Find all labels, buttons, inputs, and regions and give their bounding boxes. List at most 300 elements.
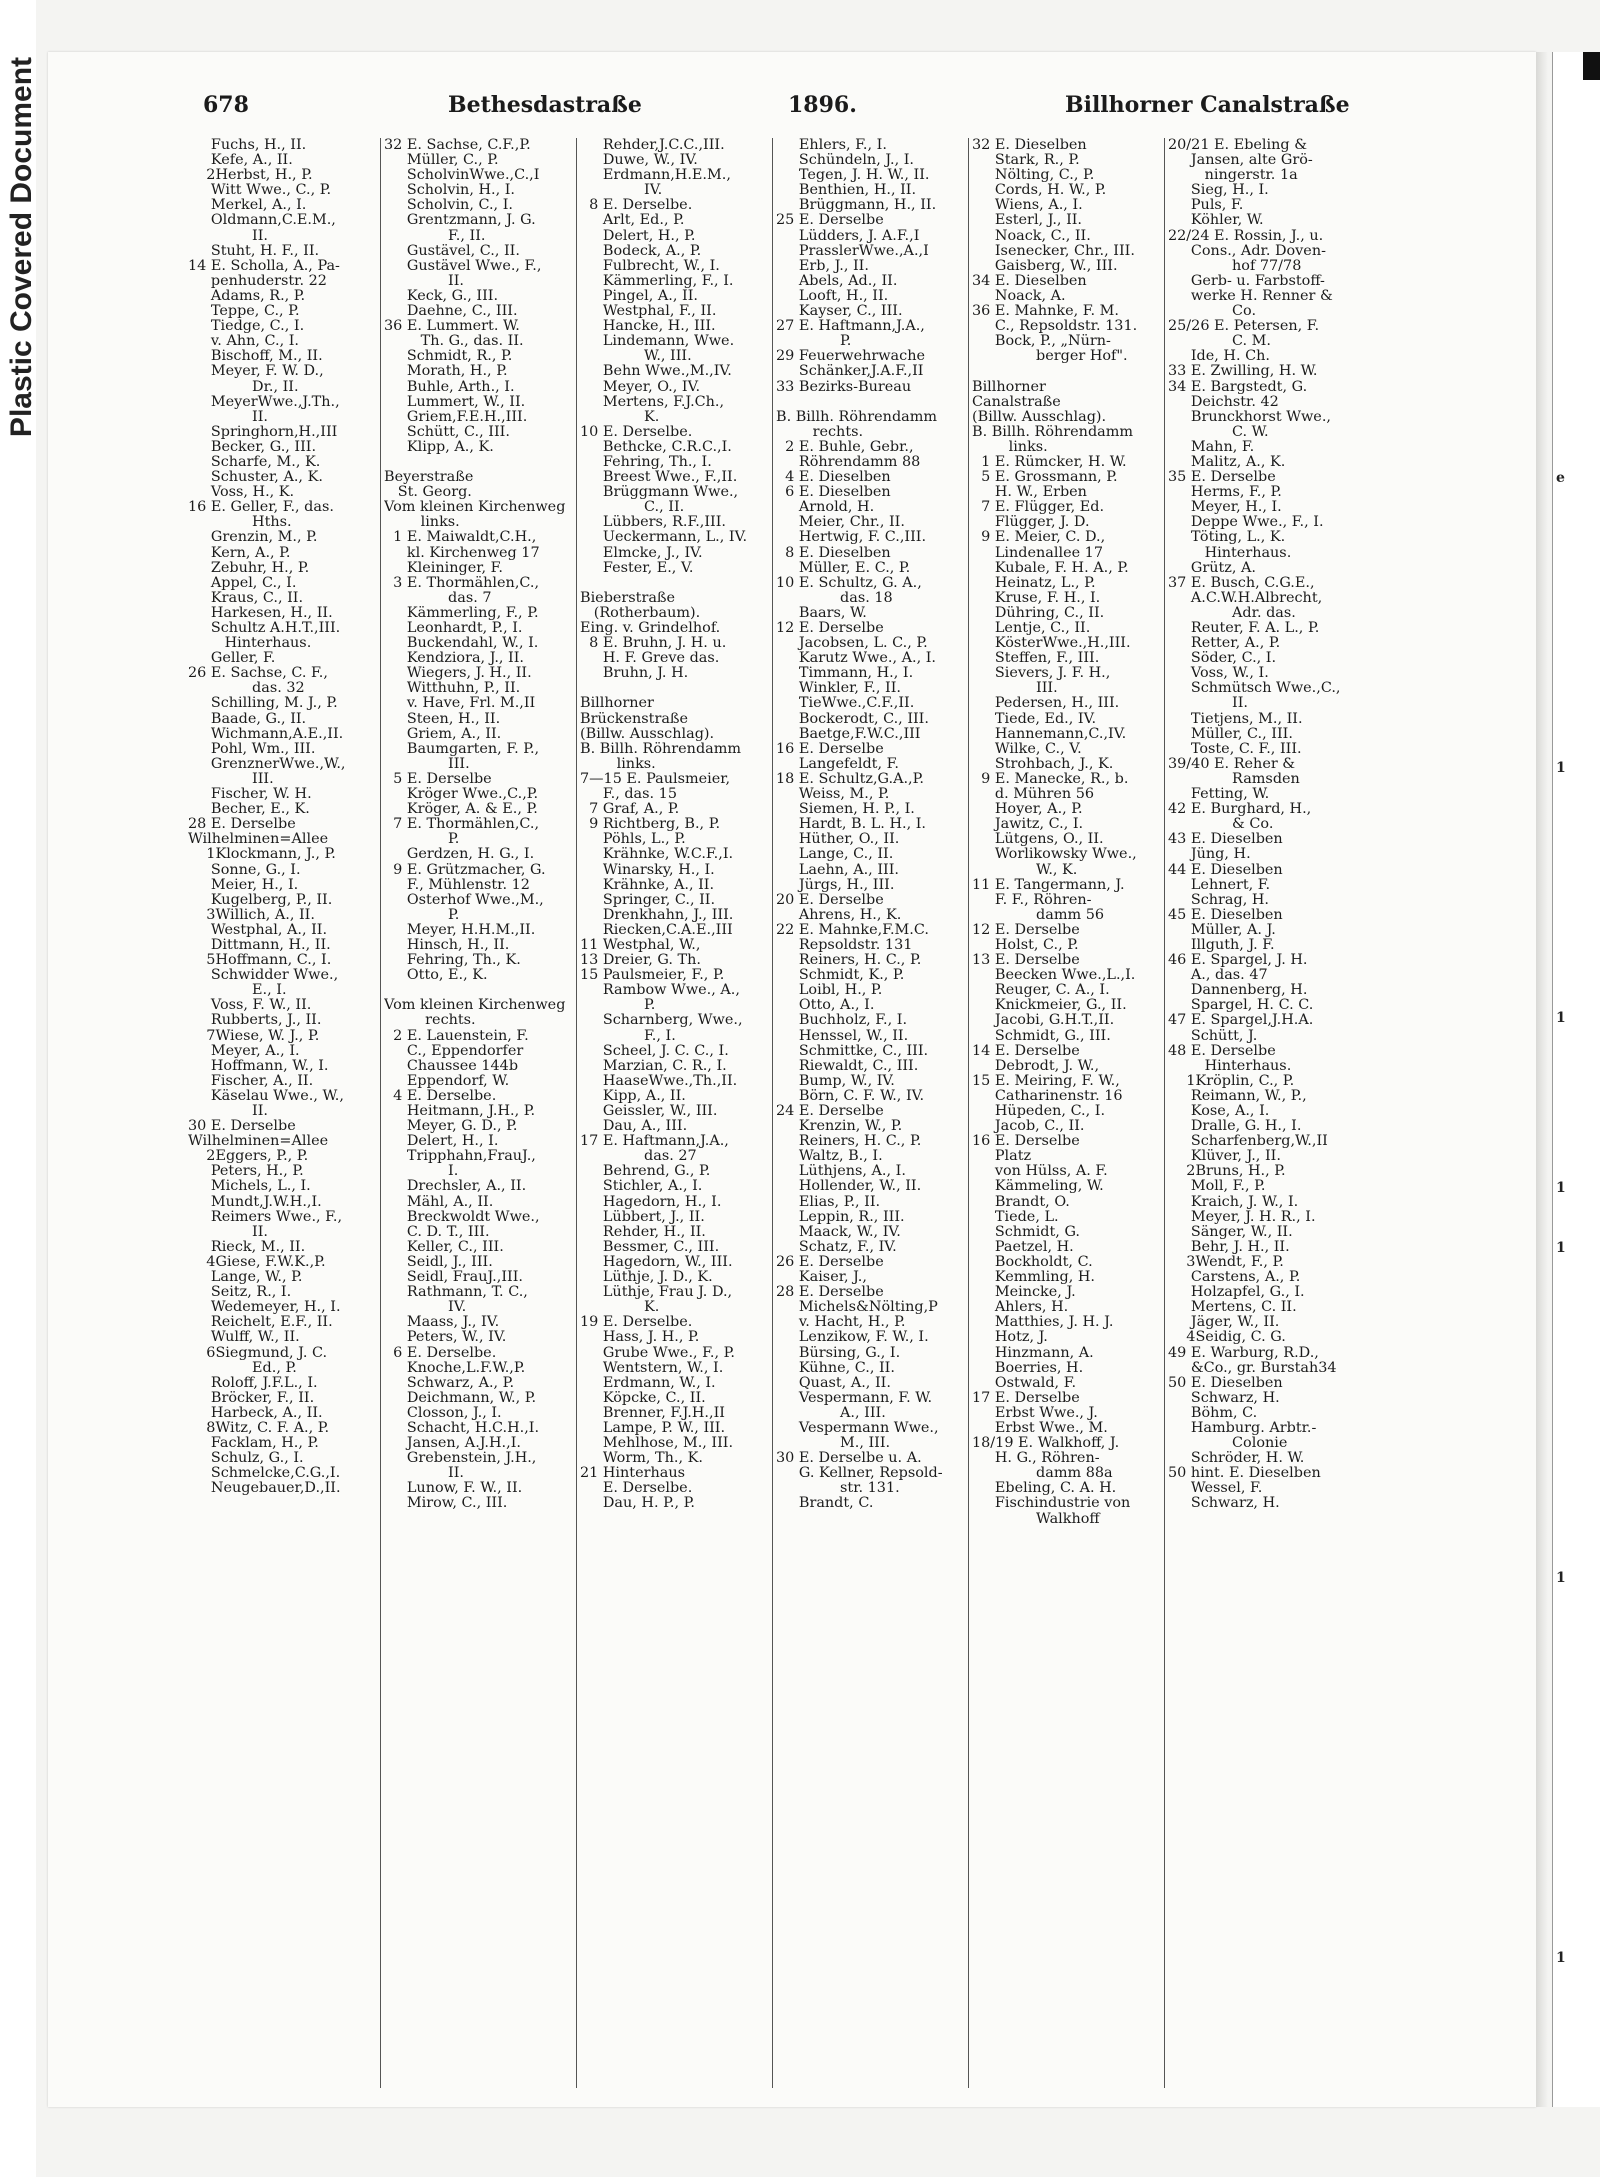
adjacent-page-mark: e bbox=[1556, 470, 1565, 486]
directory-entry: Peters, W., IV. bbox=[384, 1329, 507, 1346]
directory-entry: Tripphahn,FrauJ., bbox=[384, 1148, 536, 1165]
directory-entry: Wessel, F. bbox=[1168, 1480, 1263, 1497]
directory-entry: Schmelcke,C.G.,I. bbox=[188, 1465, 341, 1482]
directory-entry: berger Hof". bbox=[972, 348, 1128, 365]
directory-entry: str. 131. bbox=[776, 1480, 900, 1497]
column-1 bbox=[188, 138, 376, 2088]
directory-entry: Geissler, W., III. bbox=[580, 1103, 718, 1119]
directory-entry: Wilhelminen=Allee bbox=[188, 1133, 329, 1150]
directory-entry: Karutz Wwe., A., I. bbox=[776, 650, 937, 667]
directory-entry: 6 E. Dieselben bbox=[776, 484, 891, 501]
directory-entry: Bump, W., IV. bbox=[776, 1072, 895, 1089]
directory-entry: Moll, F., P. bbox=[1168, 1178, 1266, 1195]
directory-entry: Buhle, Arth., I. bbox=[384, 378, 515, 395]
directory-entry: Canalstraße bbox=[972, 393, 1061, 410]
directory-entry: Fischindustrie von bbox=[972, 1495, 1131, 1512]
directory-entry: Behr, J. H., II. bbox=[1168, 1238, 1290, 1255]
directory-entry: Mahn, F. bbox=[1168, 438, 1255, 455]
directory-entry: Wilhelminen=Allee bbox=[188, 831, 329, 848]
directory-entry: Klüver, J., II. bbox=[1168, 1148, 1281, 1165]
directory-entry: H. F. Greve das. bbox=[580, 650, 720, 667]
directory-entry: 27 E. Haftmann,J.A., bbox=[776, 318, 925, 335]
directory-entry: Timmann, H., I. bbox=[776, 665, 914, 682]
directory-entry: Ahrens, H., K. bbox=[776, 906, 902, 923]
directory-entry: Lenzikow, F. W., I. bbox=[776, 1329, 929, 1346]
column-3 bbox=[580, 138, 768, 2088]
directory-entry: Seidl, J., III. bbox=[384, 1253, 493, 1270]
directory-entry: Harkesen, H., II. bbox=[188, 604, 333, 621]
directory-entry: Scholvin, H., I. bbox=[384, 182, 516, 199]
directory-entry: 16 E. Derselbe bbox=[776, 740, 884, 757]
directory-entry: Winarsky, H., I. bbox=[580, 861, 715, 878]
directory-entry: Ramsden bbox=[1168, 770, 1300, 787]
directory-entry: W., K. bbox=[972, 861, 1078, 878]
directory-entry: 43 E. Dieselben bbox=[1168, 831, 1283, 848]
directory-entry: TieWwe.,C.F.,II. bbox=[776, 695, 915, 712]
directory-entry: 2Herbst, H., P. bbox=[188, 167, 313, 184]
directory-entry: Dannenberg, H. bbox=[1168, 982, 1308, 999]
directory-entry: Töting, L., K. bbox=[1168, 529, 1286, 546]
directory-entry: Jäger, W., II. bbox=[1168, 1314, 1280, 1331]
directory-entry: Hancke, H., III. bbox=[580, 318, 716, 335]
directory-entry: 30 E. Derselbe u. A. bbox=[776, 1450, 922, 1467]
directory-entry: Mertens, F.J.Ch., bbox=[580, 393, 725, 410]
directory-entry: Mundt,J.W.H.,I. bbox=[188, 1193, 322, 1210]
directory-entry: Erdmann,H.E.M., bbox=[580, 167, 731, 184]
directory-entry: Rehder,J.C.C.,III. bbox=[580, 138, 725, 153]
directory-entry: Worm, Th., K. bbox=[580, 1450, 703, 1467]
directory-entry: Neugebauer,D.,II. bbox=[188, 1480, 341, 1497]
directory-entry: Baetge,F.W.C.,III bbox=[776, 725, 921, 742]
directory-entry: 12 E. Derselbe bbox=[776, 620, 884, 636]
directory-entry: Scharfenberg,W.,II bbox=[1168, 1133, 1328, 1150]
directory-entry: Worlikowsky Wwe., bbox=[972, 846, 1137, 863]
directory-entry: Scholvin, C., I. bbox=[384, 197, 513, 214]
directory-entry: damm 56 bbox=[972, 906, 1105, 923]
directory-entry: 7 E. Thormählen,C., bbox=[384, 816, 540, 833]
directory-entry: Hass, J. H., P. bbox=[580, 1329, 700, 1346]
directory-entry: Springhorn,H.,III bbox=[188, 423, 338, 440]
directory-entry: Brunckhorst Wwe., bbox=[1168, 408, 1331, 425]
directory-entry: Kendziora, J., II. bbox=[384, 650, 525, 667]
directory-entry: Bethcke, C.R.C.,I. bbox=[580, 438, 732, 455]
directory-entry: Zebuhr, H., P. bbox=[188, 559, 310, 576]
directory-entry: Elias, P., II. bbox=[776, 1193, 881, 1210]
directory-entry: Gerb- u. Farbstoff- bbox=[1168, 272, 1325, 289]
directory-entry: Hotz, J. bbox=[972, 1329, 1048, 1346]
directory-entry: 15 E. Meiring, F. W., bbox=[972, 1072, 1120, 1089]
directory-entry: Grütz, A. bbox=[1168, 559, 1256, 576]
directory-entry: Morath, H., P. bbox=[384, 363, 508, 380]
directory-entry: A., das. 47 bbox=[1168, 967, 1268, 984]
directory-entry: Ahlers, H. bbox=[972, 1299, 1069, 1316]
directory-entry: Seitz, R., I. bbox=[188, 1284, 292, 1301]
column-6 bbox=[1168, 138, 1356, 2088]
directory-entry bbox=[384, 455, 572, 470]
directory-entry: Osterhof Wwe.,M., bbox=[384, 891, 544, 908]
directory-entry: Jacobsen, L. C., P. bbox=[776, 635, 928, 652]
directory-entry: 20 E. Derselbe bbox=[776, 891, 884, 908]
directory-entry bbox=[580, 681, 768, 696]
directory-entry: Erbst Wwe., J. bbox=[972, 1404, 1098, 1421]
directory-entry: Scharfe, M., K. bbox=[188, 453, 321, 470]
directory-entry: Weiss, M., P. bbox=[776, 786, 890, 803]
directory-entry: Facklam, H., P. bbox=[188, 1435, 319, 1452]
directory-entry: 26 E. Derselbe bbox=[776, 1253, 884, 1270]
directory-entry: 50 hint. E. Dieselben bbox=[1168, 1465, 1321, 1482]
directory-entry: 16 E. Derselbe bbox=[972, 1133, 1080, 1150]
directory-entry: Käselau Wwe., W., bbox=[188, 1087, 344, 1104]
directory-entry: Daehne, C., III. bbox=[384, 303, 518, 320]
directory-entry: IV. bbox=[580, 182, 663, 199]
directory-entry: Eppendorf, W. bbox=[384, 1072, 510, 1089]
directory-entry: Lunow, F. W., II. bbox=[384, 1480, 523, 1497]
directory-entry: Schultz A.H.T.,III. bbox=[188, 620, 341, 636]
directory-entry: Brückenstraße bbox=[580, 710, 689, 727]
directory-entry: Nölting, C., P. bbox=[972, 167, 1095, 184]
directory-entry: Kern, A., P. bbox=[188, 544, 291, 561]
directory-entry: Scharnberg, Wwe., bbox=[580, 1012, 743, 1029]
directory-entry: Strohbach, J., K. bbox=[972, 755, 1114, 772]
directory-entry: Tiede, Ed., IV. bbox=[972, 710, 1097, 727]
directory-entry: Reuter, F. A. L., P. bbox=[1168, 620, 1320, 636]
directory-entry: Stuht, H. F., II. bbox=[188, 242, 320, 259]
column-divider bbox=[772, 138, 773, 2088]
adjacent-page-mark: 1 bbox=[1556, 1240, 1566, 1256]
directory-entry: ningerstr. 1a bbox=[1168, 167, 1298, 184]
directory-entry: Toste, C. F., III. bbox=[1168, 740, 1302, 757]
directory-entry: Klipp, A., K. bbox=[384, 438, 494, 455]
directory-entry: Vespermann, F. W. bbox=[776, 1389, 933, 1406]
directory-entry: Schänker,J.A.F.,II bbox=[776, 363, 924, 380]
directory-entry: 13 Dreier, G. Th. bbox=[580, 952, 701, 969]
adjacent-page-mark: 1 bbox=[1556, 1180, 1566, 1196]
directory-entry: C., Eppendorfer bbox=[384, 1042, 524, 1059]
directory-entry: Schündeln, J., I. bbox=[776, 152, 914, 169]
directory-entry: 10 E. Derselbe. bbox=[580, 423, 693, 440]
directory-entry: Hinterhaus. bbox=[188, 635, 312, 652]
directory-entry: rechts. bbox=[384, 1012, 476, 1029]
directory-entry: Dittmann, H., II. bbox=[188, 936, 331, 953]
directory-entry: Meincke, J. bbox=[972, 1284, 1076, 1301]
directory-entry: A., III. bbox=[776, 1404, 886, 1421]
directory-entry: Illguth, J. F. bbox=[1168, 936, 1275, 953]
directory-entry: Erdmann, W., I. bbox=[580, 1374, 716, 1391]
directory-entry: Lütgens, O., II. bbox=[972, 831, 1104, 848]
directory-entry: Holst, C., P. bbox=[972, 936, 1079, 953]
directory-entry: Lüthjens, A., I. bbox=[776, 1163, 906, 1180]
directory-entry: 7 Graf, A., P. bbox=[580, 801, 680, 818]
directory-entry: Henssel, W., II. bbox=[776, 1027, 909, 1044]
directory-entry: Lübbert, J., II. bbox=[580, 1208, 705, 1225]
directory-entry: Rubberts, J., II. bbox=[188, 1012, 322, 1029]
directory-entry: Schacht, H.C.H.,I. bbox=[384, 1419, 540, 1436]
directory-entry: links. bbox=[972, 438, 1048, 455]
directory-entry: Delert, H., I. bbox=[384, 1133, 499, 1150]
directory-entry: Kefe, A., II. bbox=[188, 152, 293, 169]
scan-edge-marker bbox=[1583, 52, 1600, 80]
directory-entry: Hinterhaus. bbox=[1168, 544, 1292, 561]
directory-entry: 1Klockmann, J., P. bbox=[188, 846, 336, 863]
directory-entry: Maack, W., IV. bbox=[776, 1223, 901, 1240]
directory-entry: 33 E. Zwilling, H. W. bbox=[1168, 363, 1318, 380]
directory-entry: Brüggmann Wwe., bbox=[580, 484, 739, 501]
directory-entry: Hamburg. Arbtr.- bbox=[1168, 1419, 1317, 1436]
scan-margin-left bbox=[0, 0, 36, 2177]
directory-entry: Pöhls, L., P. bbox=[580, 831, 686, 848]
directory-entry: Debrodt, J. W., bbox=[972, 1057, 1100, 1074]
directory-entry: links. bbox=[580, 755, 656, 772]
directory-entry: Fulbrecht, W., I. bbox=[580, 257, 720, 274]
directory-entry: 11 E. Tangermann, J. bbox=[972, 876, 1125, 893]
directory-entry bbox=[580, 576, 768, 591]
directory-entry: 9 Richtberg, B., P. bbox=[580, 816, 721, 833]
directory-entry: Sonne, G., I. bbox=[188, 861, 301, 878]
directory-entry: Paetzel, H. bbox=[972, 1238, 1074, 1255]
directory-entry: Hertwig, F. C.,III. bbox=[776, 529, 927, 546]
directory-entry: Lange, W., P. bbox=[188, 1269, 303, 1286]
directory-entry: Benthien, H., II. bbox=[776, 182, 917, 199]
directory-entry: das. 27 bbox=[580, 1148, 697, 1165]
directory-entry: 25 E. Derselbe bbox=[776, 212, 884, 229]
directory-entry: Gustävel Wwe., F., bbox=[384, 257, 542, 274]
directory-entry: Kruse, F. H., I. bbox=[972, 589, 1101, 606]
directory-entry: Brüggmann, H., II. bbox=[776, 197, 937, 214]
directory-entry: Köpcke, C., II. bbox=[580, 1389, 706, 1406]
directory-entry: Appel, C., I. bbox=[188, 574, 297, 591]
directory-entry: (Rotherbaum). bbox=[580, 604, 701, 621]
directory-entry: Dralle, G. H., I. bbox=[1168, 1118, 1302, 1135]
directory-entry: Bröcker, F., II. bbox=[188, 1389, 315, 1406]
directory-entry: Breest Wwe., F.,II. bbox=[580, 469, 738, 486]
directory-entry: Gustävel, C., II. bbox=[384, 242, 520, 259]
directory-entry: Hollender, W., II. bbox=[776, 1178, 922, 1195]
directory-entry: Rathmann, T. C., bbox=[384, 1284, 528, 1301]
directory-entry: G. Kellner, Repsold- bbox=[776, 1465, 943, 1482]
column-2 bbox=[384, 138, 572, 2088]
directory-entry: 49 E. Warburg, R.D., bbox=[1168, 1344, 1319, 1361]
directory-entry: Jacobi, G.H.T.,II. bbox=[972, 1012, 1115, 1029]
directory-entry: ScholvinWwe.,C.,I bbox=[384, 167, 540, 184]
directory-entry: II. bbox=[188, 227, 268, 244]
directory-entry: Ostwald, F. bbox=[972, 1374, 1077, 1391]
directory-entry: Krähnke, A., II. bbox=[580, 876, 715, 893]
directory-entry: K. bbox=[580, 408, 660, 425]
directory-entry: Lüthje, J. D., K. bbox=[580, 1269, 713, 1286]
directory-entry: I. bbox=[384, 1163, 459, 1180]
directory-entry: Reimers Wwe., F., bbox=[188, 1208, 343, 1225]
directory-entry: Knoche,L.F.W.,P. bbox=[384, 1359, 526, 1376]
directory-entry: Kühne, C., II. bbox=[776, 1359, 895, 1376]
directory-entry: Wiegers, J. H., II. bbox=[384, 665, 532, 682]
directory-entry: 36 E. Mahnke, F. M. bbox=[972, 303, 1119, 320]
directory-entry: 10 E. Schultz, G. A., bbox=[776, 574, 922, 591]
directory-entry: 21 Hinterhaus bbox=[580, 1465, 685, 1482]
directory-entry: Bockholdt, C. bbox=[972, 1253, 1093, 1270]
directory-entry: 5 E. Derselbe bbox=[384, 770, 492, 787]
directory-entry: Kugelberg, P., II. bbox=[188, 891, 333, 908]
directory-entry: C., II. bbox=[580, 499, 685, 516]
directory-entry: Lentje, C., II. bbox=[972, 620, 1091, 636]
directory-entry: Schmidt, K., P. bbox=[776, 967, 905, 984]
directory-entry: Baade, G., II. bbox=[188, 710, 307, 727]
directory-entry: 19 E. Derselbe. bbox=[580, 1314, 693, 1331]
directory-entry: Meyer, H.H.M.,II. bbox=[384, 921, 536, 938]
directory-entry: Hths. bbox=[188, 514, 292, 531]
directory-entry: Harbeck, A., II. bbox=[188, 1404, 323, 1421]
directory-entry: Spargel, H. C. C. bbox=[1168, 997, 1314, 1014]
directory-entry: 1 E. Rümcker, H. W. bbox=[972, 453, 1127, 470]
directory-entry: Lübbers, R.F.,III. bbox=[580, 514, 726, 531]
directory-entry: Springer, C., II. bbox=[580, 891, 716, 908]
directory-entry: Meyer, G. D., P. bbox=[384, 1118, 518, 1135]
directory-entry: Griem, A., II. bbox=[384, 725, 502, 742]
directory-entry: Krenzin, W., P. bbox=[776, 1118, 903, 1135]
directory-entry: Becher, E., K. bbox=[188, 801, 310, 818]
directory-entry: Gerdzen, H. G., I. bbox=[384, 846, 535, 863]
directory-entry: Drechsler, A., II. bbox=[384, 1178, 527, 1195]
directory-entry: 32 E. Sachse, C.F.,P. bbox=[384, 138, 531, 153]
directory-entry: Hinzmann, A. bbox=[972, 1344, 1094, 1361]
directory-entry: Baars, W. bbox=[776, 604, 867, 621]
directory-entry: II. bbox=[188, 408, 268, 425]
directory-entry: Jüng, H. bbox=[1168, 846, 1251, 863]
directory-entry: Kröger Wwe.,C.,P. bbox=[384, 786, 539, 803]
directory-entry: Stichler, A., I. bbox=[580, 1178, 703, 1195]
directory-entry: Catharinenstr. 16 bbox=[972, 1087, 1123, 1104]
directory-entry: Sieg, H., I. bbox=[1168, 182, 1269, 199]
directory-entry: C. M. bbox=[1168, 333, 1271, 350]
directory-entry: Malitz, A., K. bbox=[1168, 453, 1286, 470]
directory-entry: St. Georg. bbox=[384, 484, 472, 501]
directory-entry: Arnold, H. bbox=[776, 499, 875, 516]
directory-entry: Bieberstraße bbox=[580, 589, 676, 606]
directory-entry: Bischoff, M., II. bbox=[188, 348, 323, 365]
directory-entry: Leonhardt, P., I. bbox=[384, 620, 523, 636]
directory-entry: Boerries, H. bbox=[972, 1359, 1084, 1376]
directory-entry: Sievers, J. F. H., bbox=[972, 665, 1111, 682]
directory-entry: Chaussee 144b bbox=[384, 1057, 519, 1074]
directory-entry: 39/40 E. Reher & bbox=[1168, 755, 1296, 772]
directory-columns bbox=[188, 138, 1340, 2088]
directory-entry: Kaiser, J., bbox=[776, 1269, 867, 1286]
directory-entry: Hagedorn, H., I. bbox=[580, 1193, 722, 1210]
directory-entry: Kraus, C., II. bbox=[188, 589, 304, 606]
directory-entry: Cons., Adr. Doven- bbox=[1168, 242, 1326, 259]
directory-entry: A.C.W.H.Albrecht, bbox=[1168, 589, 1323, 606]
directory-entry: Waltz, B., I. bbox=[776, 1148, 883, 1165]
page-header bbox=[203, 92, 1350, 132]
directory-entry: KösterWwe.,H.,III. bbox=[972, 635, 1131, 652]
directory-entry: Krähnke, W.C.F.,I. bbox=[580, 846, 734, 863]
directory-entry: Steffen, F., III. bbox=[972, 650, 1100, 667]
column-divider bbox=[380, 138, 381, 2088]
directory-entry: P. bbox=[580, 997, 656, 1014]
directory-entry: Schütt, C., III. bbox=[384, 423, 510, 440]
directory-entry: Bürsing, G., I. bbox=[776, 1344, 901, 1361]
directory-entry: Schrag, H. bbox=[1168, 891, 1270, 908]
directory-entry: Colonie bbox=[1168, 1435, 1288, 1452]
directory-entry: 7Wiese, W. J., P. bbox=[188, 1027, 320, 1044]
directory-entry: 26 E. Sachse, C. F., bbox=[188, 665, 328, 682]
directory-entry: Hinsch, H., II. bbox=[384, 936, 510, 953]
directory-entry: 5 E. Grossmann, P. bbox=[972, 469, 1118, 486]
directory-entry: Schröder, H. W. bbox=[1168, 1450, 1305, 1467]
adjacent-page-strip bbox=[1552, 52, 1600, 2107]
directory-entry: Delert, H., P. bbox=[580, 227, 696, 244]
adjacent-page-mark: 1 bbox=[1556, 760, 1566, 776]
directory-entry: Hoffmann, W., I. bbox=[188, 1057, 329, 1074]
directory-entry: Reiners, H. C., P. bbox=[776, 1133, 922, 1150]
directory-entry: Roloff, J.F.L., I. bbox=[188, 1374, 318, 1391]
directory-entry: Ide, H. Ch. bbox=[1168, 348, 1270, 365]
directory-entry: von Hülss, A. F. bbox=[972, 1163, 1108, 1180]
header-left-street: Bethesdastraße bbox=[448, 92, 642, 118]
directory-entry: Grube Wwe., F., P. bbox=[580, 1344, 735, 1361]
directory-entry: Bock, P., „Nürn- bbox=[972, 333, 1111, 350]
directory-entry: Reuger, C. A., I. bbox=[972, 982, 1110, 999]
directory-entry: Fuchs, H., II. bbox=[188, 138, 307, 153]
directory-entry: F., Mühlenstr. 12 bbox=[384, 876, 530, 893]
directory-entry: Michels&Nölting,P bbox=[776, 1299, 938, 1316]
directory-entry: Otto, A., I. bbox=[776, 997, 875, 1014]
directory-entry: III. bbox=[188, 770, 274, 787]
directory-entry: 15 Paulsmeier, F., P. bbox=[580, 967, 725, 984]
directory-entry: Kröger, A. & E., P. bbox=[384, 801, 538, 818]
directory-entry: Teppe, C., P. bbox=[188, 303, 300, 320]
adjacent-page-mark: 1 bbox=[1556, 1570, 1566, 1586]
directory-entry: 6Siegmund, J. C. bbox=[188, 1344, 328, 1361]
directory-entry: Billhorner bbox=[972, 378, 1046, 395]
directory-page bbox=[48, 52, 1536, 2107]
directory-entry: Kämmerling, F., P. bbox=[384, 604, 539, 621]
directory-entry: 24 E. Derselbe bbox=[776, 1103, 884, 1119]
directory-entry: Bruhn, J. H. bbox=[580, 665, 689, 682]
directory-entry: Stark, R., P. bbox=[972, 152, 1080, 169]
directory-entry: Fischer, A., II. bbox=[188, 1072, 314, 1089]
directory-entry: Mehlhose, M., III. bbox=[580, 1435, 734, 1452]
directory-entry: 8 E. Dieselben bbox=[776, 544, 891, 561]
directory-entry: Co. bbox=[1168, 303, 1257, 320]
directory-entry: (Billw. Ausschlag). bbox=[580, 725, 715, 742]
directory-entry: Ehlers, F., I. bbox=[776, 138, 887, 153]
directory-entry: Dühring, C., II. bbox=[972, 604, 1105, 621]
directory-entry: das. 32 bbox=[188, 680, 305, 697]
directory-entry: Knickmeier, G., II. bbox=[972, 997, 1127, 1014]
directory-entry: Westphal, F., II. bbox=[580, 303, 717, 320]
adjacent-page-mark: 1 bbox=[1556, 1010, 1566, 1026]
header-right-street: Billhorner Canalstraße bbox=[1065, 92, 1350, 118]
directory-entry: Scheel, J. C. C., I. bbox=[580, 1042, 729, 1059]
directory-entry: 9 E. Manecke, R., b. bbox=[972, 770, 1129, 787]
directory-entry: M., III. bbox=[776, 1435, 891, 1452]
directory-entry: 17 E. Derselbe bbox=[972, 1389, 1080, 1406]
directory-entry: Billhorner bbox=[580, 695, 654, 712]
directory-entry: rechts. bbox=[776, 423, 864, 440]
directory-entry: E., I. bbox=[188, 982, 287, 999]
directory-entry: Herms, F., P. bbox=[1168, 484, 1282, 501]
directory-entry: Witthuhn, P., II. bbox=[384, 680, 521, 697]
directory-entry: Börn, C. F. W., IV. bbox=[776, 1087, 925, 1104]
directory-entry: Schulz, G., I. bbox=[188, 1450, 304, 1467]
column-divider bbox=[576, 138, 577, 2088]
directory-entry: Fetting, W. bbox=[1168, 786, 1270, 803]
directory-entry: F., I. bbox=[580, 1027, 676, 1044]
directory-entry: 2 E. Lauenstein, F. bbox=[384, 1027, 529, 1044]
directory-entry: Kubale, F. H. A., P. bbox=[972, 559, 1129, 576]
directory-entry: 46 E. Spargel, J. H. bbox=[1168, 952, 1308, 969]
cover-label: Plastic Covered Document bbox=[5, 56, 38, 438]
